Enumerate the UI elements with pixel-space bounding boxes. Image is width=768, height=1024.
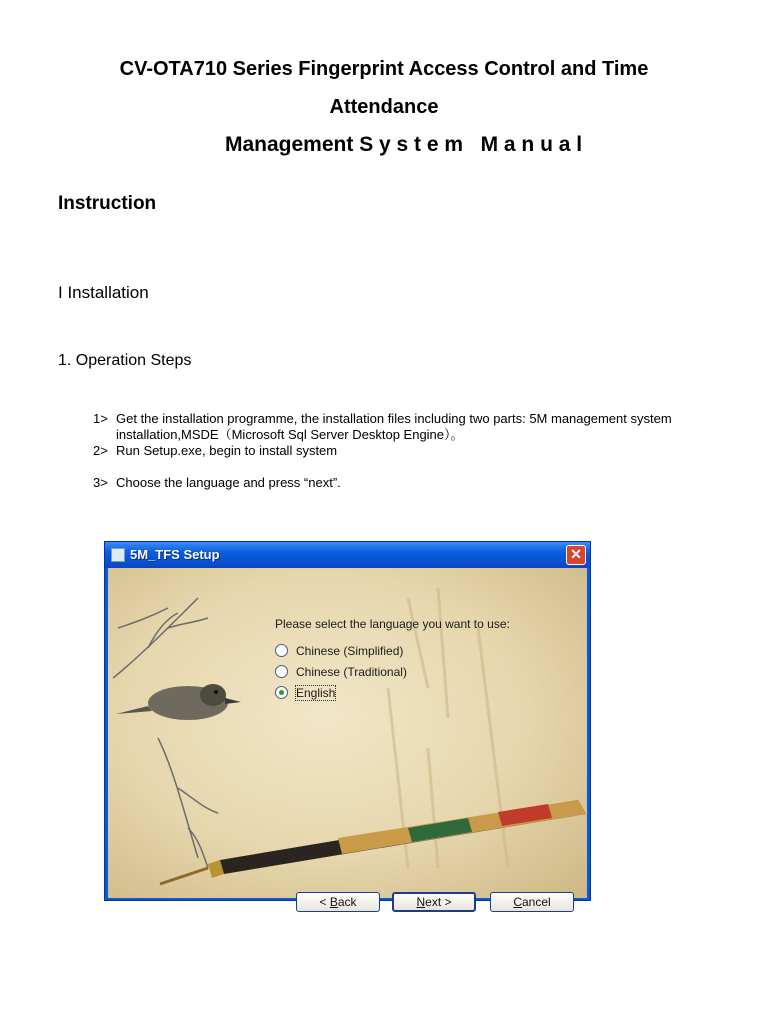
next-button[interactable]	[392, 892, 476, 912]
button-text: ext >	[425, 895, 452, 909]
step-number: 3>	[93, 475, 108, 490]
radio-chinese-traditional[interactable]	[275, 665, 407, 679]
setup-dialog	[104, 541, 591, 909]
radio-label: English	[296, 686, 336, 700]
back-button[interactable]	[296, 892, 380, 912]
step-item	[93, 443, 683, 459]
language-prompt: Please select the language you want to use:	[275, 617, 510, 631]
radio-chinese-simplified[interactable]	[275, 644, 403, 658]
heading-instruction: Instruction	[58, 193, 157, 214]
branch-illustration	[113, 598, 218, 868]
radio-icon[interactable]	[275, 644, 288, 657]
step-number: 1>	[93, 411, 108, 426]
cancel-button[interactable]	[490, 892, 574, 912]
radio-selected-icon[interactable]	[275, 686, 288, 699]
bird-illustration	[116, 684, 241, 720]
doc-title-line-3: Management S y s t e m M a n u a l	[225, 133, 583, 156]
radio-label: Chinese (Traditional)	[296, 665, 407, 679]
step-text: Run Setup.exe, begin to install system	[116, 443, 338, 458]
heading-installation: I Installation	[58, 283, 149, 302]
heading-operation-steps: 1. Operation Steps	[58, 352, 192, 369]
step-text: Get the installation programme, the installation files including two parts: 5M management system installation,MSDE（Microsoft Sql Server Desktop Engine）。	[116, 411, 672, 442]
step-text: Choose the language and press “next”.	[116, 475, 341, 490]
dialog-client-area	[108, 568, 587, 909]
radio-icon[interactable]	[275, 665, 288, 678]
dialog-titlebar[interactable]	[105, 542, 590, 568]
button-accesskey: B	[329, 895, 338, 909]
step-number: 2>	[93, 443, 108, 458]
dialog-title: 5M_TFS Setup	[130, 547, 220, 562]
button-accesskey: N	[416, 895, 426, 909]
setup-app-icon	[111, 548, 125, 562]
close-icon[interactable]: ✕	[566, 545, 586, 565]
button-text: ancel	[521, 895, 551, 909]
button-accesskey: C	[513, 895, 522, 909]
doc-title-line-2: Attendance	[329, 96, 439, 118]
button-text: <	[319, 895, 330, 909]
radio-english[interactable]	[275, 686, 335, 700]
radio-label: Chinese (Simplified)	[296, 644, 404, 658]
step-item	[93, 411, 683, 445]
step-item	[93, 475, 683, 491]
doc-title-line-1: CV-OTA710 Series Fingerprint Access Control and Time	[119, 58, 649, 80]
pen-illustration	[160, 800, 586, 884]
button-text: ack	[337, 895, 357, 909]
